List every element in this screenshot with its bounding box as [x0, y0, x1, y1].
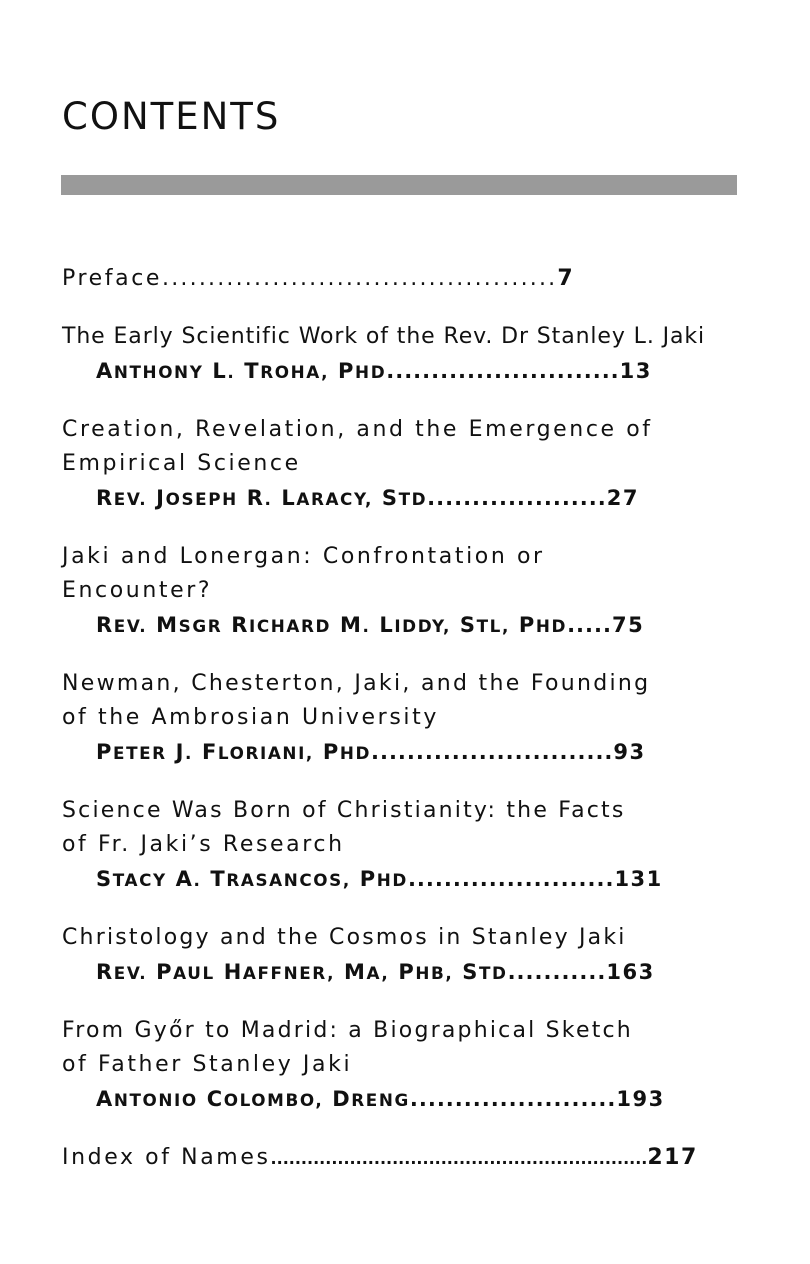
dot-leader: .....	[567, 613, 612, 637]
toc-entry-author	[62, 862, 737, 897]
page-number: 163	[606, 960, 655, 984]
toc-entry-title: Newman, Chesterton, Jaki, and the Founding	[62, 671, 651, 696]
dot-leader: .......................	[407, 867, 615, 891]
toc-entry-haffner[interactable]	[62, 921, 737, 990]
toc-entry-title: Index of Names..............................................................217	[62, 1145, 698, 1170]
author-name: STACY A. TRASANCOS, PHD	[96, 867, 408, 891]
page-number: 93	[613, 740, 646, 764]
toc-entry-title: of the Ambrosian University	[62, 705, 439, 730]
toc-entry-title: Jaki and Lonergan: Confrontation or	[62, 544, 545, 569]
author-name: REV. JOSEPH R. LARACY, STD	[96, 486, 428, 510]
dot-leader: ..............................................................	[270, 1149, 648, 1168]
toc-entry-title: From Győr to Madrid: a Biographical Sketch	[62, 1018, 633, 1043]
page-number: 13	[619, 359, 652, 383]
dot-leader: ..........................	[386, 359, 620, 383]
toc-entry-preface[interactable]	[62, 262, 737, 296]
page-number: 27	[606, 486, 639, 510]
page-number: 217	[647, 1145, 698, 1170]
page-number: 131	[614, 867, 663, 891]
toc-entry-author	[62, 481, 737, 516]
contents-heading: CONTENTS	[62, 95, 281, 138]
toc-entry-index[interactable]	[62, 1141, 737, 1176]
toc-entry-laracy[interactable]	[62, 413, 737, 516]
toc-entry-title: Encounter?	[62, 578, 213, 603]
toc-entry-trasancos[interactable]	[62, 794, 737, 897]
toc-entry-author	[62, 735, 737, 770]
dot-leader: ...........	[507, 960, 607, 984]
toc-entry-author	[62, 955, 737, 990]
toc-entry-title: Science Was Born of Christianity: the Facts	[62, 798, 626, 823]
dot-leader: ...........................	[371, 740, 614, 764]
heading-rule	[61, 175, 737, 195]
toc-entry-title: Christology and the Cosmos in Stanley Jaki	[62, 925, 627, 950]
toc-entry-title: Preface...........................................7	[62, 266, 575, 291]
toc-entry-colombo[interactable]	[62, 1014, 737, 1117]
toc-entry-liddy[interactable]	[62, 540, 737, 643]
page-number: 7	[557, 266, 575, 291]
page-number: 75	[611, 613, 645, 637]
toc-entry-author	[62, 1082, 737, 1117]
toc-entry-title: of Fr. Jaki’s Research	[62, 832, 345, 857]
toc-entry-author	[62, 354, 737, 389]
dot-leader: ...........................................	[162, 266, 558, 291]
toc-entry-title: The Early Scientific Work of the Rev. Dr Stanley L. Jaki	[62, 324, 706, 349]
page-number: 193	[616, 1087, 665, 1111]
table-of-contents	[62, 262, 737, 1176]
toc-entry-author	[62, 608, 737, 643]
toc-entry-title: of Father Stanley Jaki	[62, 1052, 353, 1077]
author-name: REV. PAUL HAFFNER, MA, PHB, STD	[96, 960, 508, 984]
toc-entry-title: Creation, Revelation, and the Emergence of	[62, 417, 653, 442]
author-name: ANTHONY L. TROHA, PHD	[96, 359, 387, 383]
toc-entry-title: Empirical Science	[62, 451, 301, 476]
author-name: PETER J. FLORIANI, PHD	[96, 740, 371, 764]
toc-entry-troha[interactable]	[62, 320, 737, 389]
dot-leader: ....................	[427, 486, 607, 510]
dot-leader: .......................	[409, 1087, 617, 1111]
toc-entry-floriani[interactable]	[62, 667, 737, 770]
author-name: REV. MSGR RICHARD M. LIDDY, STL, PHD	[96, 613, 568, 637]
author-name: ANTONIO COLOMBO, DRENG	[96, 1087, 410, 1111]
